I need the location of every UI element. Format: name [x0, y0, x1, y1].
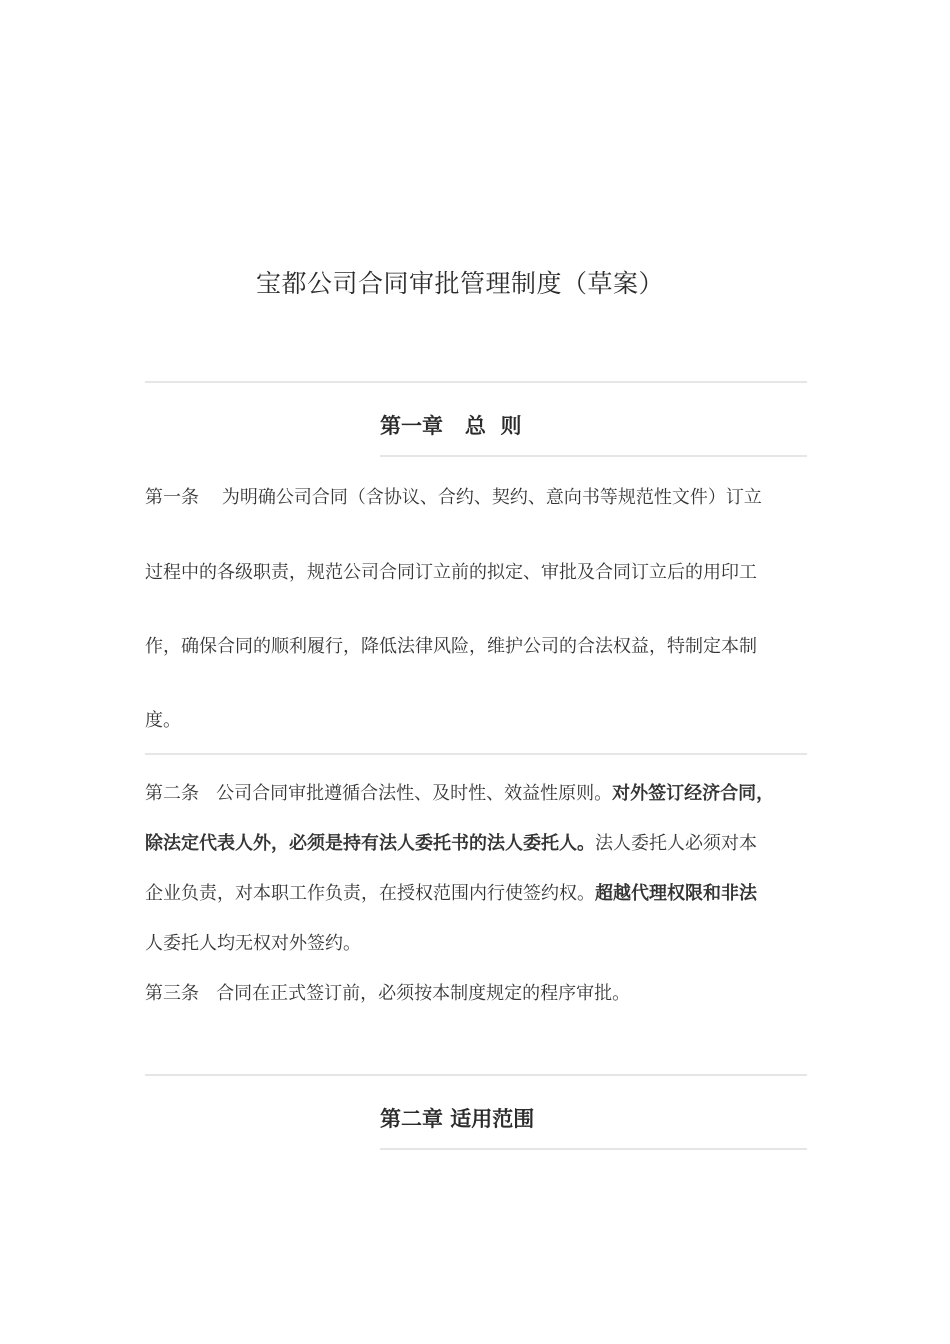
emphasized-text: 除法定代表人外，必须是持有法人委托书的法人委托人。 [145, 833, 595, 854]
article-text: 度。 [145, 710, 181, 731]
article-text: 企业负责，对本职工作负责，在授权范围内行使签约权。 [145, 883, 595, 904]
document-title: 宝都公司合同审批管理制度（草案） [255, 269, 664, 298]
article-text: 作，确保合同的顺利履行，降低法律风险，维护公司的合法权益，特制定本制 [145, 636, 757, 657]
article-text: 法人委托人必须对本 [595, 833, 757, 854]
emphasized-text: 对外签订经济合同， [612, 783, 775, 804]
chapter-1-heading: 第一章 总 则 [380, 413, 522, 438]
article-text: 第二条 公司合同审批遵循合法性、及时性、效益性原则。 [145, 783, 613, 804]
divider [380, 1148, 807, 1150]
article-text: 第一条 为明确公司合同（含协议、合约、契约、意向书等规范性文件）订立 [145, 487, 762, 508]
article-text: 第三条 合同在正式签订前，必须按本制度规定的程序审批。 [145, 983, 631, 1004]
divider [145, 753, 807, 755]
divider [145, 381, 807, 383]
divider [380, 455, 807, 457]
divider [145, 1074, 807, 1076]
chapter-2-heading: 第二章 适用范围 [380, 1106, 535, 1131]
article-text: 人委托人均无权对外签约。 [145, 933, 361, 954]
article-text: 过程中的各级职责，规范公司合同订立前的拟定、审批及合同订立后的用印工 [145, 562, 757, 583]
emphasized-text: 超越代理权限和非法 [595, 883, 757, 904]
